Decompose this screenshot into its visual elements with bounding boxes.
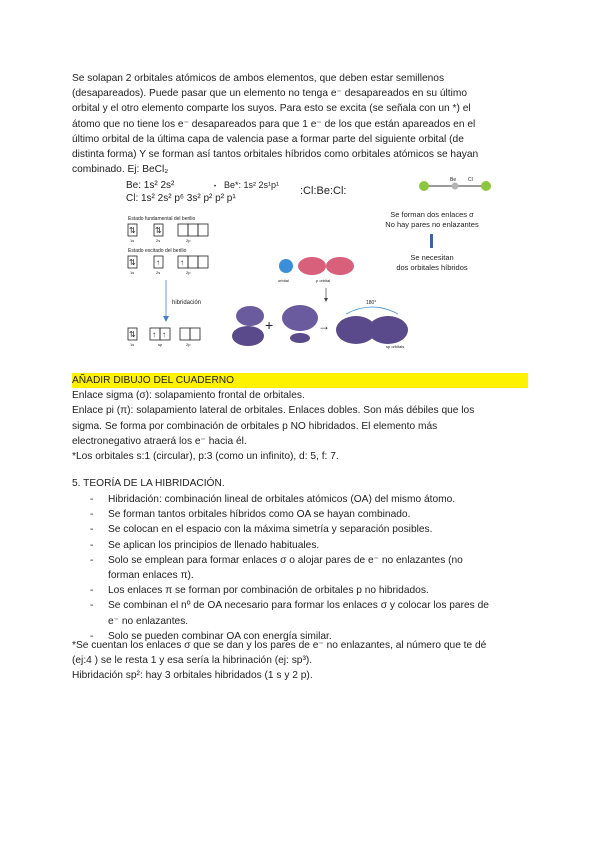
list-item	[72, 522, 532, 537]
highlighted-note: AÑADIR DIBUJO DEL CUADERNO	[72, 373, 528, 388]
intro-line: átomo que no tiene los e⁻ desapareados para que 1 e⁻ de los que están apareados en el	[72, 118, 476, 130]
be-excited: Be*: 1s² 2s¹p¹	[224, 180, 280, 190]
sp-orbital-lobe	[236, 306, 264, 326]
p-orbital-lobe	[298, 257, 326, 275]
body-line: Enlace sigma (σ): solapamiento frontal de orbitales.	[72, 390, 305, 402]
sp-hybrid-lobe	[368, 316, 408, 344]
p-orbital-label: p orbital	[316, 278, 331, 283]
list-item-text: - Solo se pueden combinar OA con energía similar.	[108, 630, 332, 642]
cl-config: Cl: 1s² 2s² p⁶ 3s² p² p² p¹	[126, 193, 236, 204]
becl2-hybridization-figure	[124, 176, 520, 354]
list-item	[72, 507, 532, 522]
orbital-box-2p	[188, 256, 198, 268]
be-config: Be: 1s² 2s²	[126, 180, 175, 191]
orbital-box-2p	[180, 328, 190, 340]
footer-line: (ej:4 ) se le resta 1 y esa sería la hibrinación (ej: sp³).	[72, 655, 313, 667]
section-title: 5. TEORÍA DE LA HIBRIDACIÓN.	[72, 478, 225, 489]
electron-pair: ⇅	[155, 226, 162, 235]
intro-line: combinado. Ej: BeCl₂	[72, 164, 169, 176]
list-item-text: - Solo se emplean para formar enlaces σ o alojar pares de e⁻ no enlazantes (no	[108, 554, 463, 566]
list-item-text: - Se colocan en el espacio con la máxima simetría y separación posibles.	[108, 524, 433, 536]
electron-pair: ⇅	[129, 258, 136, 267]
hybridization-label: hibridación	[172, 300, 202, 306]
label-2p: 2p	[186, 342, 191, 347]
label-2s: 2s	[156, 238, 161, 243]
footer-line: Hibridación sp²: hay 3 orbitales hibridados (1 s y 2 p).	[72, 670, 313, 682]
body-line: electronegativo atraerá los e⁻ hacia él.	[72, 435, 247, 447]
cl-atom-right	[481, 181, 491, 191]
highlight-line	[72, 373, 528, 388]
orbital-shapes	[232, 257, 408, 349]
sp-orbital-lobe	[232, 326, 264, 346]
list-item-text: forman enlaces π).	[108, 570, 194, 582]
intro-line: orbital y el otro elemento comparte los suyos. Para esto se excita (se señala con un *) el	[72, 103, 471, 115]
intro-line: último orbital de la última capa de valencia pase a formar parte del siguiente orbital (de	[72, 133, 464, 145]
linear-molecule-model	[419, 177, 491, 191]
sp-orbitals-label: sp orbitals	[386, 344, 405, 349]
list-item-text: - Se forman tantos orbitales híbridos como OA se hayan combinado.	[108, 509, 411, 521]
list-item	[72, 598, 532, 628]
note-line: Se necesitan	[410, 253, 454, 262]
arrow-right: →	[318, 319, 330, 333]
sp-orbital-lobe	[282, 305, 318, 331]
orbital-box-diagram	[128, 216, 208, 347]
orbital-box-2p	[178, 224, 188, 236]
electron-up: ↑	[180, 258, 184, 267]
p-orbital-lobe	[326, 257, 354, 275]
footer-notes	[72, 638, 528, 684]
arrow-head	[163, 316, 169, 322]
body-line: sigma. Se forma por combinación de orbitales p NO hibridados. El elemento más	[72, 420, 438, 432]
orbital-box-2p	[198, 224, 208, 236]
note-line: Se forman dos enlaces σ	[390, 210, 474, 219]
list-item-text: - Los enlaces π se forman por combinación de orbitales p no hibridados.	[108, 585, 429, 597]
intro-line: Se solapan 2 orbitales atómicos de ambos elementos, que deben estar semillenos	[72, 73, 445, 84]
list-item-text: - Se combinan el nº de OA necesario para formar los enlaces σ y colocar los pares de	[108, 600, 489, 612]
electron-up: ↑	[152, 330, 156, 339]
orbital-box-2p	[188, 224, 198, 236]
plus-sign: +	[265, 317, 274, 333]
electron-up: ↑	[162, 330, 166, 339]
excited-state-label: Estado excitado del berilio	[128, 248, 187, 254]
lewis-structure: :Cl:Be:Cl:	[300, 185, 347, 197]
label-sp: sp	[158, 342, 163, 347]
angle-label: 180°	[366, 300, 377, 306]
label-2s: 2s	[156, 270, 161, 275]
s-orbital	[279, 259, 293, 273]
molecule-be-label: Be	[450, 177, 457, 183]
intro-line: distinta forma) Y se forman así tantos orbitales híbridos como orbitales atómicos se hayan	[72, 149, 479, 161]
label-1s: 1s	[130, 342, 135, 347]
sp-orbital-lobe	[290, 333, 310, 343]
body-line: Enlace pi (π): solapamiento lateral de orbitales. Enlaces dobles. Son más débiles que los	[72, 405, 475, 417]
footer-line: *Se cuentan los enlaces σ que se dan y los pares de e⁻ no enlazantes, al número que te dé	[72, 640, 487, 651]
bond-types-section	[72, 373, 528, 464]
label-1s: 1s	[130, 238, 135, 243]
bond-notes	[385, 210, 479, 272]
cl-atom-left	[419, 181, 429, 191]
molecule-cl-label: Cl	[468, 177, 473, 183]
electron-pair: ⇅	[129, 226, 136, 235]
angle-arc	[346, 307, 398, 314]
arrow-head	[324, 298, 328, 302]
list-item-text: e⁻ no enlazantes.	[108, 615, 189, 627]
label-1s: 1s	[130, 270, 135, 275]
list-item-text: - Hibridación: combinación lineal de orbitales atómicos (OA) del mismo átomo.	[108, 494, 456, 505]
ground-state-label: Estado fundamental del berilio	[128, 216, 196, 222]
electron-pair: ⇅	[129, 330, 136, 339]
intro-paragraph	[72, 71, 528, 177]
s-orbital-label: orbital	[278, 278, 289, 283]
body-line: *Los orbitales s:1 (circular), p:3 (como un infinito), d: 5, f: 7.	[72, 451, 339, 463]
list-item	[72, 583, 532, 598]
note-line: dos orbitales híbridos	[396, 263, 468, 272]
label-2p: 2p	[186, 238, 191, 243]
note-line: No hay pares no enlazantes	[385, 220, 479, 229]
arrow-mark: •	[214, 184, 217, 190]
label-2p: 2p	[186, 270, 191, 275]
electron-up: ↑	[156, 258, 160, 267]
orbital-box-2p	[198, 256, 208, 268]
hybridization-rules-list	[72, 492, 532, 644]
note-divider	[430, 234, 433, 248]
list-item	[72, 538, 532, 553]
be-atom	[452, 183, 459, 190]
list-item-text: - Se aplican los principios de llenado habituales.	[108, 539, 320, 551]
list-item	[72, 492, 532, 507]
list-item	[72, 553, 532, 583]
intro-line: (desapareados). Puede pasar que un elemento no tenga e⁻ desapareados en su último	[72, 88, 468, 100]
orbital-box-2p	[190, 328, 200, 340]
